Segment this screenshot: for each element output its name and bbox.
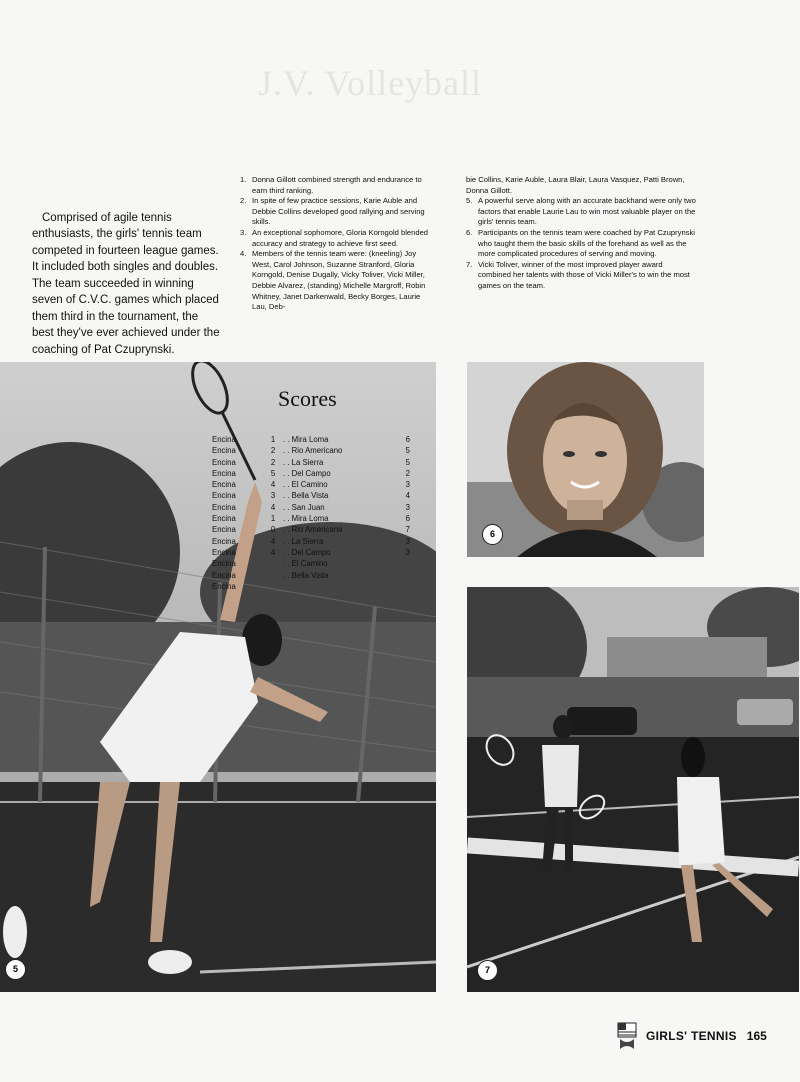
caption-text: Participants on the tennis team were coached by Pat Czuprynski who taught them the basic skills of the forehand as well as the more complicated procedures of serving and moving. — [478, 227, 695, 259]
score-opponent-points: 3 — [405, 480, 410, 490]
caption-item — [240, 249, 436, 313]
score-opponent-points: 3 — [405, 536, 410, 546]
score-opponent-points: 5 — [405, 457, 410, 467]
score-opponent: . . Bella Vista — [283, 570, 329, 580]
score-row — [212, 536, 410, 547]
caption-number: 7. — [466, 259, 473, 269]
flag-emblem-icon — [616, 1021, 638, 1051]
score-team: Encina — [212, 570, 236, 580]
score-opponent-points: 6 — [405, 435, 410, 444]
score-encina — [267, 558, 279, 569]
score-opponent: . . Rio Americano — [283, 446, 343, 456]
score-encina: 1 — [270, 514, 276, 524]
score-encina: 4 — [270, 547, 276, 557]
score-team: Encina — [212, 435, 236, 444]
score-opponent: . . San Juan — [283, 502, 325, 512]
score-opponent-points: 2 — [405, 468, 410, 478]
caption-item — [466, 228, 696, 260]
score-team: Encina — [212, 502, 236, 512]
score-encina: 2 — [270, 446, 276, 456]
score-row — [212, 558, 410, 569]
score-team: Encina — [212, 559, 236, 569]
score-team: Encina — [212, 581, 236, 591]
score-encina: 0 — [270, 525, 276, 535]
captions-right — [466, 175, 696, 292]
captions-left — [240, 175, 436, 313]
score-opponent-points: 3 — [405, 502, 410, 512]
score-opponent-points: 7 — [405, 525, 410, 535]
score-row — [212, 434, 410, 445]
score-opponent — [279, 581, 400, 592]
ghost-title: J.V. Volleyball — [258, 63, 483, 103]
page-number: 165 — [746, 1029, 767, 1043]
section-label: GIRLS' TENNIS — [646, 1029, 737, 1043]
caption-text: Vicki Toliver, winner of the most improved player award combined her talents with those of Vicki Miller's to win the most games on the team. — [478, 259, 690, 290]
score-opponent: . . El Camino — [283, 480, 328, 490]
caption-number: 1. — [240, 175, 247, 184]
score-team: Encina — [212, 446, 236, 456]
score-team: Encina — [212, 536, 236, 546]
doubles-players-illustration — [467, 587, 799, 992]
caption-number: 3. — [240, 227, 247, 237]
caption-number: 2. — [240, 196, 247, 206]
photo-number-badge: 5 — [5, 959, 26, 980]
score-row — [212, 457, 410, 468]
coach-portrait-illustration — [467, 362, 704, 557]
score-opponent-points: 3 — [405, 547, 410, 557]
score-opponent-points: 6 — [405, 514, 410, 524]
score-opponent-points: 4 — [405, 491, 410, 501]
score-opponent-points — [400, 581, 410, 592]
score-encina: 4 — [270, 480, 276, 490]
score-team: Encina — [212, 468, 236, 478]
caption-text: Donna Gillott combined strength and endurance to earn third ranking. — [252, 175, 422, 195]
score-row — [212, 581, 410, 592]
score-row — [212, 513, 410, 524]
score-opponent: . . Del Campo — [283, 547, 331, 557]
caption-number: 6. — [466, 227, 473, 237]
score-opponent: . . Rio Americana — [283, 525, 343, 535]
score-encina: 2 — [270, 457, 276, 467]
score-row — [212, 570, 410, 581]
score-encina: 1 — [270, 435, 276, 444]
score-team: Encina — [212, 491, 236, 501]
score-encina: 4 — [270, 502, 276, 512]
score-row — [212, 524, 410, 535]
score-team: Encina — [212, 547, 236, 557]
photo-number-badge: 7 — [477, 960, 498, 981]
score-opponent: . . Del Campo — [283, 468, 331, 478]
score-team: Encina — [212, 514, 236, 524]
caption-item — [240, 196, 436, 228]
score-encina: 5 — [270, 468, 276, 478]
caption-item — [466, 196, 696, 228]
score-row — [212, 479, 410, 490]
scores-table — [212, 434, 410, 592]
score-opponent: . . La Sierra — [283, 457, 324, 467]
photo-doubles-players — [467, 587, 799, 992]
caption-text: A powerful serve along with an accurate backhand were only two factors that enable Laurie Lau to win most valuable player on the girls' tennis team. — [478, 196, 696, 227]
caption-number: 5. — [466, 196, 473, 206]
score-opponent: . . La Sierra — [283, 536, 324, 546]
score-row — [212, 502, 410, 513]
score-encina: 4 — [270, 536, 276, 546]
score-encina: 3 — [270, 491, 276, 501]
caption-text: In spite of few practice sessions, Karie Auble and Debbie Collins developed good rallying and serving skills. — [252, 196, 425, 227]
caption-item — [240, 228, 436, 249]
score-team: Encina — [212, 457, 236, 467]
score-encina — [267, 570, 279, 581]
score-encina — [267, 581, 279, 592]
photo-number-badge: 6 — [482, 524, 503, 545]
score-row — [212, 445, 410, 456]
score-opponent: . . Mira Loma — [283, 435, 329, 444]
caption-item — [466, 260, 696, 292]
score-row — [212, 490, 410, 501]
score-opponent-points: 5 — [405, 446, 410, 456]
score-team: Encina — [212, 525, 236, 535]
caption-text: An exceptional sophomore, Gloria Korngold blended accuracy and strategy to achieve first seed. — [252, 227, 429, 248]
score-row — [212, 468, 410, 479]
caption-continuation: bie Collins, Karie Auble, Laura Blair, Laura Vasquez, Patti Brown, Donna Gillott. — [466, 175, 685, 195]
score-opponent: . . Bella Vista — [283, 491, 329, 501]
score-opponent-points — [400, 558, 410, 569]
score-opponent: . . Mira Loma — [283, 514, 329, 524]
scores-title: Scores — [278, 386, 337, 411]
photo-coach-portrait — [467, 362, 704, 557]
caption-text: Members of the tennis team were: (kneeling) Joy West, Carol Johnson, Suzanne Stranford, Gloria Korngold, Denise Dugally, Vicky Toliver, Vicki Miller, Debbie Alvarez, (standing) Michelle Margroff, Robin Whitney, Janet Darkenwald, Becky Borges, Laurie Lau, Deb- — [252, 249, 426, 312]
score-team: Encina — [212, 480, 236, 490]
score-opponent-points — [400, 570, 410, 581]
caption-item — [240, 175, 436, 196]
score-opponent: . . El Camino — [283, 559, 328, 569]
intro-paragraph: Comprised of agile tennis enthusiasts, the girls' tennis team competed in fourteen league games. It included both singles and doubles. The team succeeded in winning seven of C.V.C. games which placed them third in the tournament, the best they've ever achieved under the coaching of Pat Czuprynski. — [32, 211, 220, 356]
score-row — [212, 547, 410, 558]
caption-number: 4. — [240, 249, 247, 259]
page-footer — [616, 1021, 767, 1051]
